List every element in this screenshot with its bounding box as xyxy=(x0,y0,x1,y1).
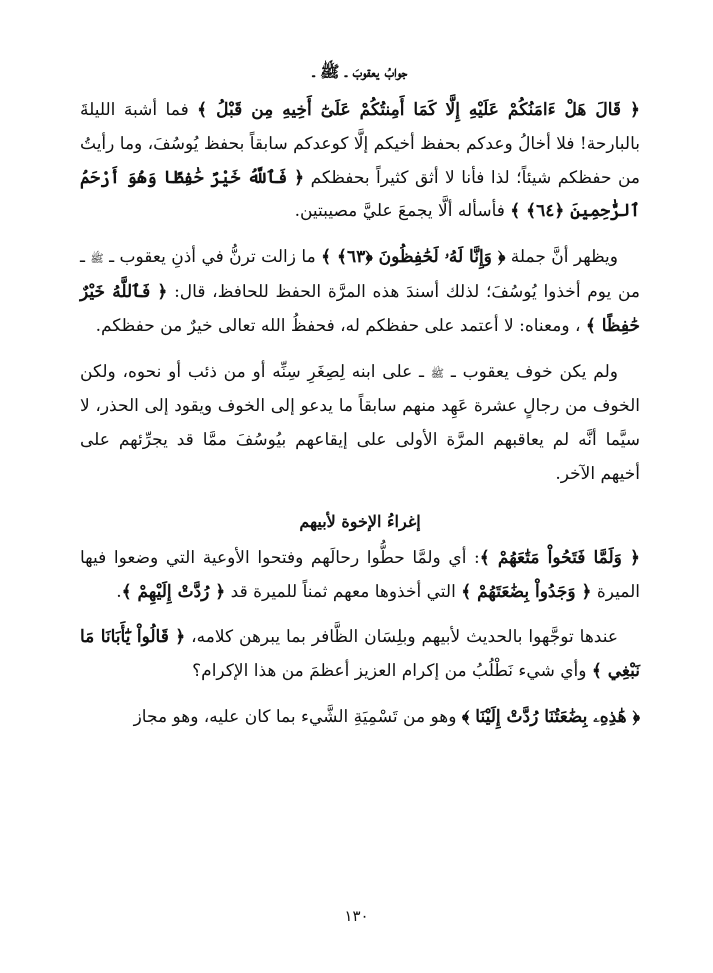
body-text: فأسأله ألَّا يجمعَ عليَّ مصيبتين. xyxy=(294,201,511,222)
body-text: التي أخذوها معهم ثمناً للميرة قد xyxy=(225,581,462,602)
body-text: وهو من تَسْمِيَةِ الشَّيء بما كان عليه، وهو مجاز xyxy=(133,706,462,727)
body-text: ـ على ابنه لِصِغَرِ سِنِّه أو من ذئب أو نحوه، ولكن الخوف من رجالٍ عشرة عَهِد منهم سابقاً ما يدعو إلى الخوف ويقود إلى الحذر، لا سيَّما أنَّه لم يعاقبهم المرَّة الأولى على إيقاعهم بيُوسُفَ ممَّا قد يجرِّئهم على أخيهم الآخر. xyxy=(80,361,640,484)
paragraph xyxy=(80,621,640,689)
paragraph xyxy=(80,356,640,492)
body-text: . xyxy=(116,581,122,602)
page-content xyxy=(80,56,640,747)
body-text: ، ومعناه: لا أعتمد على حفظكم له، فحفظُ الله تعالى خيرٌ من حفظكم. xyxy=(95,315,586,336)
section-heading: جوابُ يعقوبَ ـ ﷺ ـ xyxy=(312,62,408,81)
body-text: ويظهر أنَّ جملة xyxy=(505,247,618,268)
body-text: ولم يكن خوف يعقوب ـ xyxy=(444,361,618,382)
body-text: فما أشبهَ الليلةَ بالبارحة! فلا أخالُ وعدكم بحفظ أخيكم إلَّا كوعدكم سابقاً بحفظ يُوسُفَ، وما رأيتُ من حفظكم شيئاً؛ لذا فأنا لا أثق كثيراً بحفظكم xyxy=(80,100,640,188)
section-heading: إغراءُ الإخوة لأبيهم xyxy=(299,511,421,531)
quran-verse: ﴿ وَلَمَّا فَتَحُواْ مَتَٰعَهُمْ ﴾ xyxy=(479,547,640,568)
paragraph xyxy=(80,701,640,735)
body-text: عندها توجَّهوا بالحديث لأبيهم وبلِسَان الظَّافر بما يبرهن كلامه، xyxy=(185,627,618,648)
paragraph xyxy=(80,241,640,343)
quran-verse: ﴿ وَجَدُواْ بِضَٰعَتَهُمْ ﴾ xyxy=(461,581,592,602)
quran-verse: ﴿ قَالُواْ يَٰٓأَبَانَا مَا نَبْغِي ﴾ xyxy=(80,627,640,682)
body-text: ـ من يوم أخذوا يُوسُفَ؛ لذلك أسندَ هذه المرَّة الحفظ للحافظ، قال: xyxy=(80,247,640,302)
body-text: : أي ولمَّا حطُّوا رحالَهم وفتحوا الأوعية التي وضعوا فيها الميرة xyxy=(80,547,640,602)
body-text: ما زالت ترنُّ في أذنِ يعقوب ـ xyxy=(103,247,322,268)
quran-verse: ﴿ رُدَّتْ إِلَيْهِمْ ﴾ xyxy=(121,581,226,602)
body-text: وأي شيء نَطْلُبُ من إكرام العزيز أعظمَ من هذا الإكرام؟ xyxy=(192,661,592,682)
paragraph xyxy=(80,94,640,229)
paragraph xyxy=(80,542,640,610)
page-number: ١٣٠ xyxy=(344,907,369,925)
quran-verse: ﴿ فَٱللَّهُ خَيْرٌ حَٰفِظًا ﴾ xyxy=(80,281,640,336)
quran-verse: ﴿ فَٱللَّهُ خَيْرٌ حَٰفِظًا وَهُوَ أَرْحَمُ ٱلرَّٰحِمِينَ ﴿٦٤﴾ ﴾ xyxy=(80,167,640,222)
quran-verse: ﴿ قَالَ هَلْ ءَامَنُكُمْ عَلَيْهِ إِلَّا كَمَا أَمِنتُكُمْ عَلَىٰٓ أَخِيهِ مِن قَبْلُ ﴾ xyxy=(197,100,640,120)
salutation-mark: ﷺ xyxy=(430,366,445,380)
quran-verse: ﴿ وَإِنَّا لَهُۥ لَحَٰفِظُونَ ﴿٦٣﴾ ﴾ xyxy=(321,247,506,268)
salutation-mark: ﷺ xyxy=(90,252,104,266)
quran-verse: ﴿ هَٰذِهِۦ بِضَٰعَتُنَا رُدَّتْ إِلَيْنَا ﴾ xyxy=(461,706,640,727)
